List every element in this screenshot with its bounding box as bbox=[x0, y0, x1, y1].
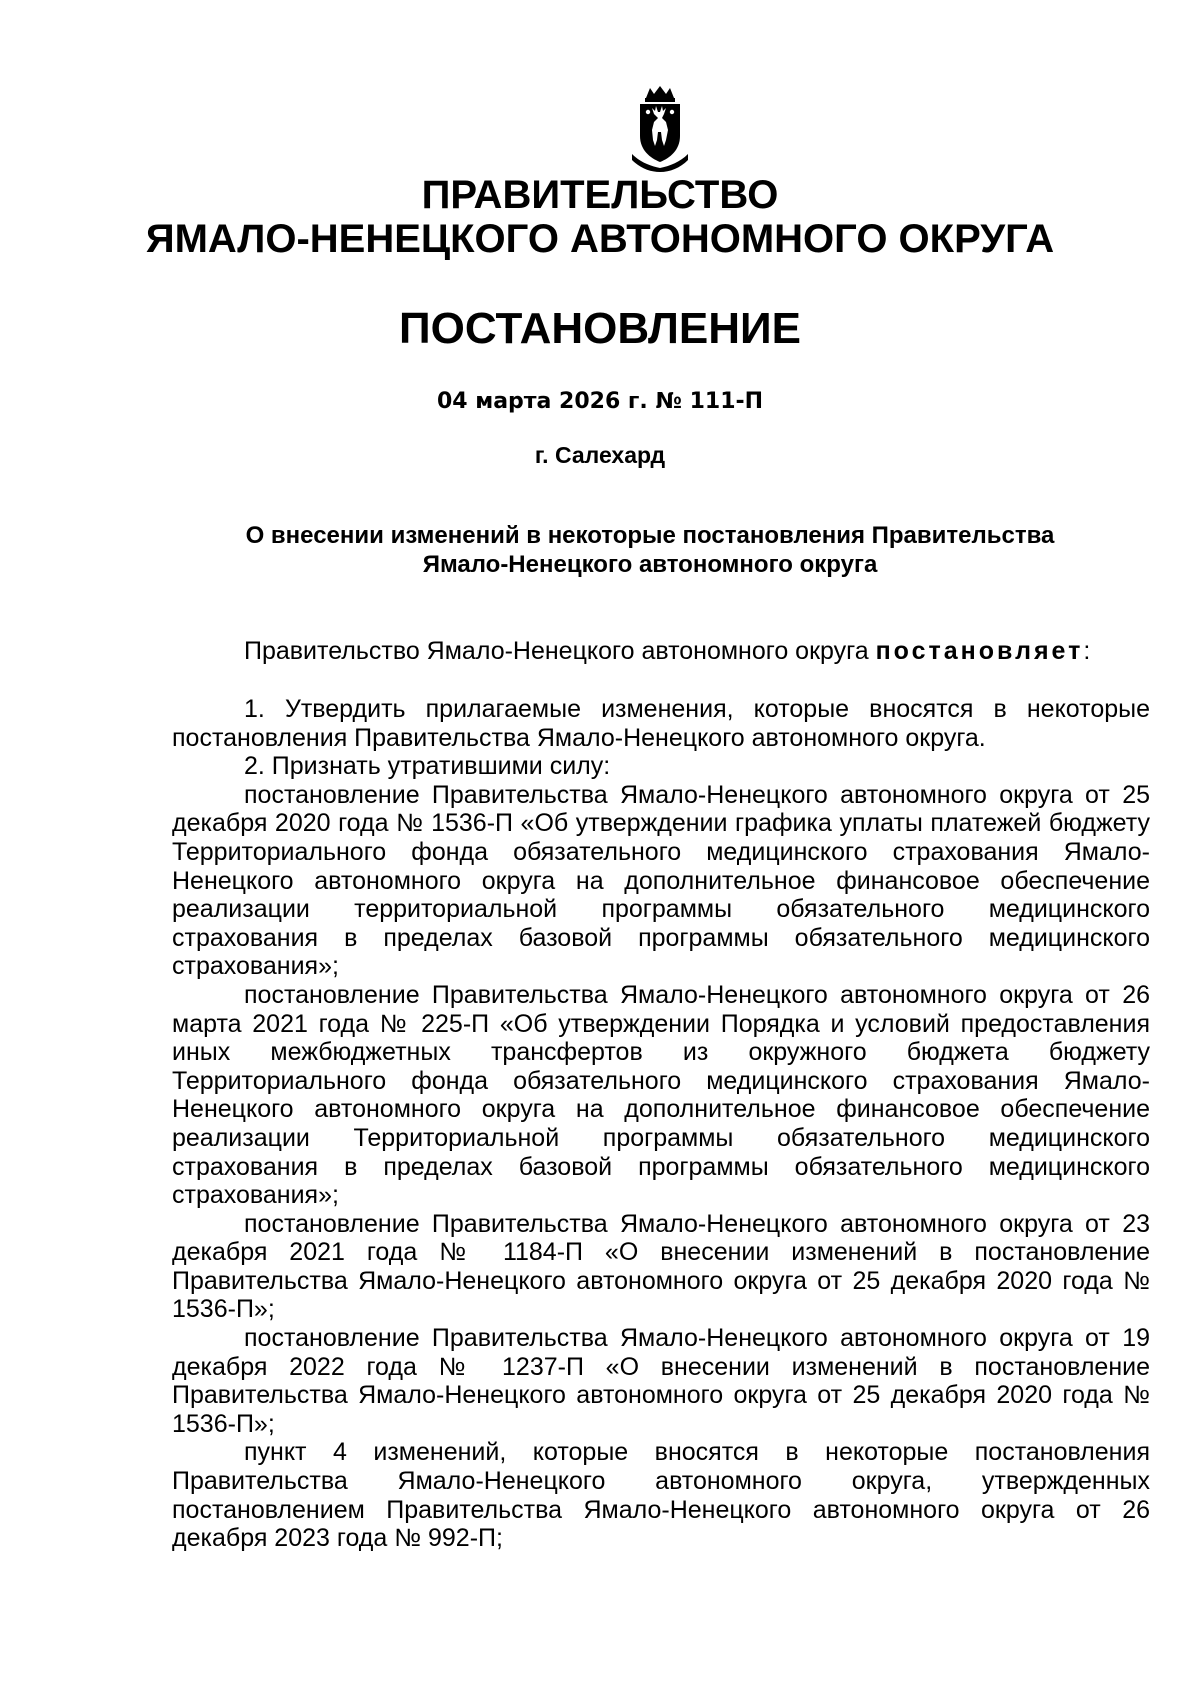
subject-line1: О внесении изменений в некоторые постановления Правительства bbox=[245, 522, 1055, 549]
paragraph-item-1: 1. Утвердить прилагаемые изменения, которые вносятся в некоторые постановления Правительства Ямало-Ненецкого автономного округа. bbox=[172, 695, 1150, 752]
preamble bbox=[172, 637, 1150, 666]
repealed-point-4-decree-992: пункт 4 изменений, которые вносятся в некоторые постановления Правительства Ямало-Ненецкого автономного округа, утвержденных постановлением Правительства Ямало-Ненецкого автономного округа от 26 декабря 2023 года № 992-П; bbox=[172, 1438, 1150, 1553]
subject-line2: Ямало-Ненецкого автономного округа bbox=[422, 551, 878, 578]
preamble-text: Правительство Ямало-Ненецкого автономного округа bbox=[244, 637, 876, 665]
repealed-decree-1237: постановление Правительства Ямало-Ненецкого автономного округа от 19 декабря 2022 года № 1237-П «О внесении изменений в постановление Правительства Ямало-Ненецкого автономного округа от 25 декабря 2020 года № 1536-П»; bbox=[172, 1324, 1150, 1438]
paragraph-item-2: 2. Признать утратившими силу: bbox=[244, 752, 611, 781]
repealed-decree-1536: постановление Правительства Ямало-Ненецкого автономного округа от 25 декабря 2020 года № 1536-П «Об утверждении графика уплаты платежей бюджету Территориального фонда обязательного медицинского страхования Ямало-Ненецкого автономного округа на дополнительное финансовое обеспечение реализации территориальной программы обязательного медицинского страхования в пределах базовой программы обязательного медицинского страхования»; bbox=[172, 780, 1150, 981]
government-title-line2: ЯМАЛО-НЕНЕЦКОГО АВТОНОМНОГО ОКРУГА bbox=[145, 217, 1055, 261]
document-body bbox=[172, 695, 1150, 1553]
document-city: г. Салехард bbox=[534, 442, 666, 468]
repealed-decree-225: постановление Правительства Ямало-Ненецкого автономного округа от 26 марта 2021 года № 225-П «Об утверждении Порядка и условий предоставления иных межбюджетных трансфертов из окружного бюджета бюджету Территориального фонда обязательного медицинского страхования Ямало-Ненецкого автономного округа на дополнительное финансовое обеспечение реализации Территориальной программы обязательного медицинского страхования в пределах базовой программы обязательного медицинского страхования»; bbox=[172, 980, 1150, 1210]
preamble-colon: : bbox=[1083, 637, 1091, 665]
coat-of-arms-emblem bbox=[628, 84, 692, 172]
repealed-decree-1184: постановление Правительства Ямало-Ненецкого автономного округа от 23 декабря 2021 года № 1184-П «О внесении изменений в постановление Правительства Ямало-Ненецкого автономного округа от 25 декабря 2020 года № 1536-П»; bbox=[172, 1209, 1150, 1324]
decree-word: постановляет bbox=[875, 637, 1084, 665]
document-date-number: 04 марта 2026 г. № 111-П bbox=[436, 389, 764, 414]
document-type: ПОСТАНОВЛЕНИЕ bbox=[398, 304, 802, 353]
document-subject bbox=[180, 521, 1120, 579]
government-title-line1: ПРАВИТЕЛЬСТВО bbox=[421, 173, 779, 217]
